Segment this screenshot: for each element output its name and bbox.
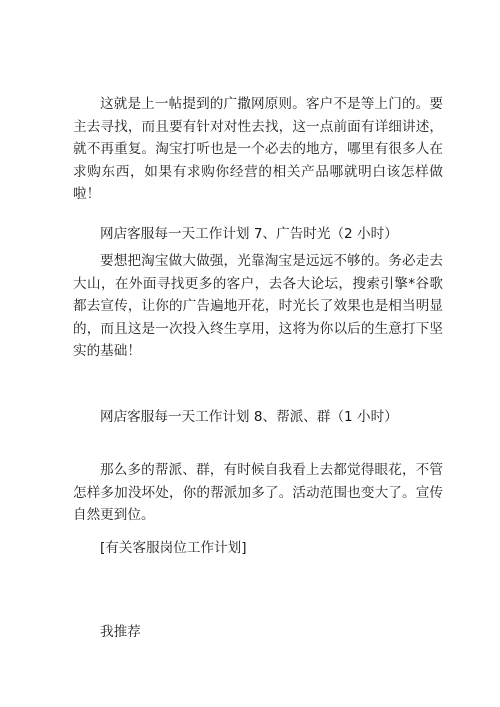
related-article-link[interactable]: [有关客服岗位工作计划]: [100, 540, 247, 556]
body-paragraph: 要想把淘宝做大做强，光靠淘宝是远远不够的。务必走去大山，在外面寻找更多的客户，去各大论坛，搜索引擎*谷歌都去宣传，让你的广告遍地开花，时光长了效果也是相当明显的，而且这是一次投入终生享用，这将为你以后的生意打下坚实的基础！: [73, 253, 443, 359]
body-paragraph: 那么多的帮派、群，有时候自我看上去都觉得眼花，不管怎样多加没坏处，你的帮派加多了。活动范围也变大了。宣传自然更到位。: [73, 462, 443, 523]
body-paragraph: 这就是上一帖提到的广撒网原则。客户不是等上门的。要主去寻找，而且要有针对对性去找，这一点前面有详细讲述，就不再重复。淘宝打听也是一个必去的地方，哪里有很多人在求购东西，如果有求购你经营的相关产品哪就明白该怎样做啦！: [73, 96, 443, 202]
recommend-label: 我推荐: [100, 624, 141, 640]
section-heading: 网店客服每一天工作计划 7、广告时光（2 小时）: [100, 226, 398, 242]
section-heading: 网店客服每一天工作计划 8、帮派、群（1 小时）: [100, 409, 398, 425]
